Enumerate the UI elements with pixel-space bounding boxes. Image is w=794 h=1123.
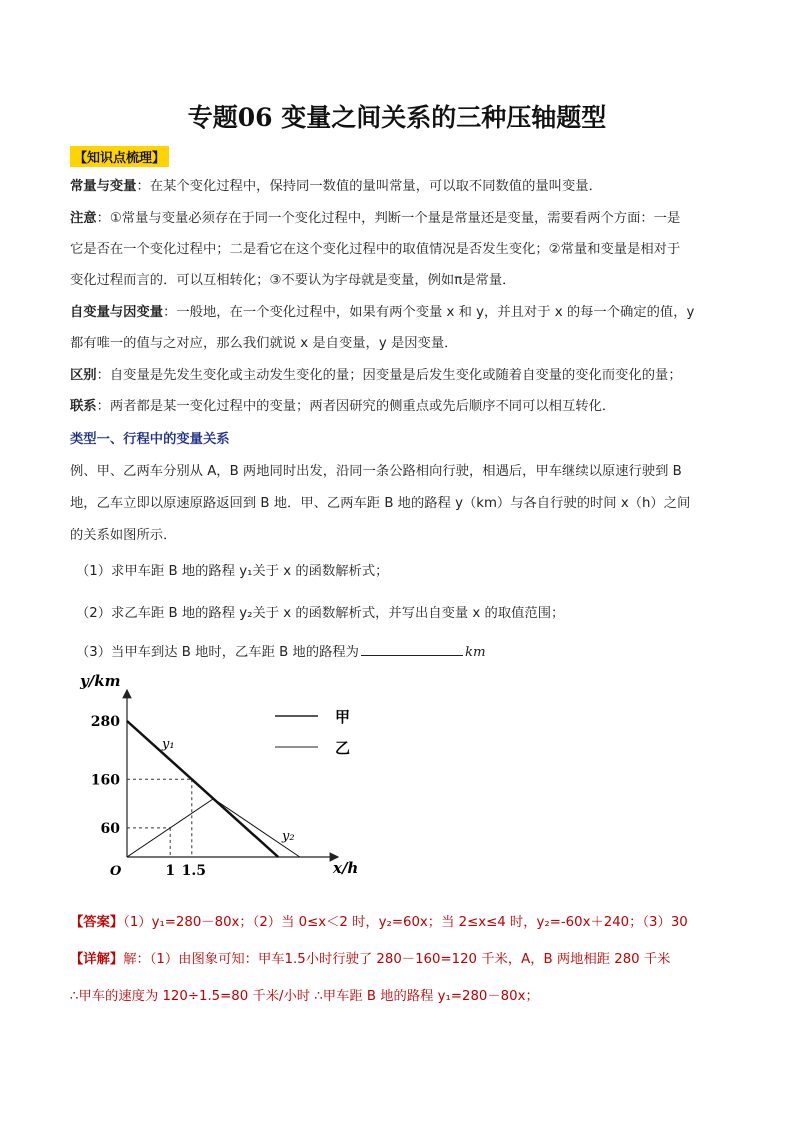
- knowledge-note-line-3: 变化过程而言的．可以互相转化；③不要认为字母就是变量，例如π是常量．: [70, 273, 516, 288]
- example-line-3: 的关系如图所示．: [70, 528, 177, 543]
- y-tick-160: 160: [90, 772, 120, 789]
- legend-label-jia: 甲: [335, 708, 351, 726]
- detail-tag: 【详解】: [70, 952, 124, 967]
- question-3-unit: km: [464, 645, 486, 660]
- detail-line-1: [70, 951, 670, 969]
- knowledge-independent-line-1: [70, 304, 694, 322]
- example-line-2: 地，乙车立即以原速原路返回到 B 地．甲、乙两车距 B 地的路程 y（km）与各自行驶的时间 x（h）之间: [70, 496, 691, 511]
- term-label: 联系: [70, 399, 97, 414]
- answer-blank: [361, 643, 463, 656]
- question-3: [76, 643, 486, 662]
- page-title: 专题06 变量之间关系的三种压轴题型: [187, 103, 607, 132]
- term-text: ：在某个变化过程中，保持同一数值的量叫常量，可以取不同数值的量叫变量．: [136, 179, 602, 194]
- knowledge-note-line-2: 它是否在一个变化过程中；二是看它在这个变化过程中的取值情况是否发生变化；②常量和变量是相对于: [70, 242, 681, 257]
- term-label: 常量与变量: [70, 179, 137, 194]
- answer-text: （1）y₁=280－80x；（2）当 0≤x＜2 时，y₂=60x；当 2≤x≤4 时，y₂=-60x＋240；（3）30: [123, 915, 688, 930]
- term-text: ：自变量是先发生变化或主动发生变化的量；因变量是后发生变化或随着自变量的变化而变化的量；: [96, 368, 682, 383]
- knowledge-difference: [70, 367, 682, 385]
- question-1: （1）求甲车距 B 地的路程 y₁关于 x 的函数解析式；: [76, 564, 389, 579]
- answer-tag: 【答案】: [70, 915, 124, 930]
- question-3-text: （3）当甲车到达 B 地时，乙车距 B 地的路程为: [76, 645, 359, 660]
- series-label-y2: y₂: [282, 829, 295, 844]
- term-label: 自变量与因变量: [70, 305, 164, 320]
- knowledge-relation: [70, 398, 615, 416]
- section-tag: 【知识点梳理】: [70, 146, 169, 167]
- x-tick-1.5: 1.5: [181, 863, 206, 879]
- detail-conclusion: ∴甲车距 B 地的路程 y₁=280－80x；: [314, 989, 539, 1004]
- detail-text: 解：（1）由图象可知：甲车1.5小时行驶了 280－160=120 千米，A，B 两地相距 280 千米: [123, 952, 671, 967]
- x-tick-1: 1: [165, 863, 176, 879]
- term-text: ：①常量与变量必须存在于同一个变化过程中，判断一个量是常量还是变量，需要看两个方面：一是: [96, 211, 681, 226]
- series-line-jia: [127, 721, 278, 857]
- x-axis-label: x/h: [333, 859, 359, 877]
- term-text: ：两者都是某一变化过程中的变量；两者因研究的侧重点或先后顺序不同可以相互转化．: [96, 399, 616, 414]
- knowledge-independent-line-2: 都有唯一的值与之对应，那么我们就说 x 是自变量，y 是因变量．: [70, 336, 458, 351]
- knowledge-note-line-1: [70, 210, 680, 228]
- knowledge-constant-variable: [70, 178, 602, 196]
- legend-label-yi: 乙: [335, 739, 351, 757]
- y-axis-label: y/km: [80, 672, 121, 690]
- term-text: ：一般地，在一个变化过程中，如果有两个变量 x 和 y，并且对于 x 的每一个确定的值，y: [163, 305, 695, 320]
- term-label: 区别: [70, 368, 97, 383]
- series-label-y1: y₁: [162, 737, 175, 752]
- detail-line-2: [70, 988, 539, 1006]
- answer-line: [70, 914, 688, 932]
- origin-label: O: [110, 864, 122, 879]
- distance-time-chart: [70, 668, 370, 883]
- type-heading: 类型一、行程中的变量关系: [70, 432, 230, 447]
- term-label: 注意: [70, 211, 97, 226]
- y-tick-60: 60: [100, 820, 120, 837]
- question-2: （2）求乙车距 B 地的路程 y₂关于 x 的函数解析式，并写出自变量 x 的取值范围；: [76, 606, 565, 621]
- y-tick-280: 280: [90, 714, 120, 730]
- example-line-1: 例、甲、乙两车分别从 A，B 两地同时出发，沿同一条公路相向行驶，相遇后，甲车继续以原速行驶到 B: [70, 464, 682, 479]
- detail-speed: ∴甲车的速度为 120÷1.5=80 千米/小时: [70, 989, 315, 1004]
